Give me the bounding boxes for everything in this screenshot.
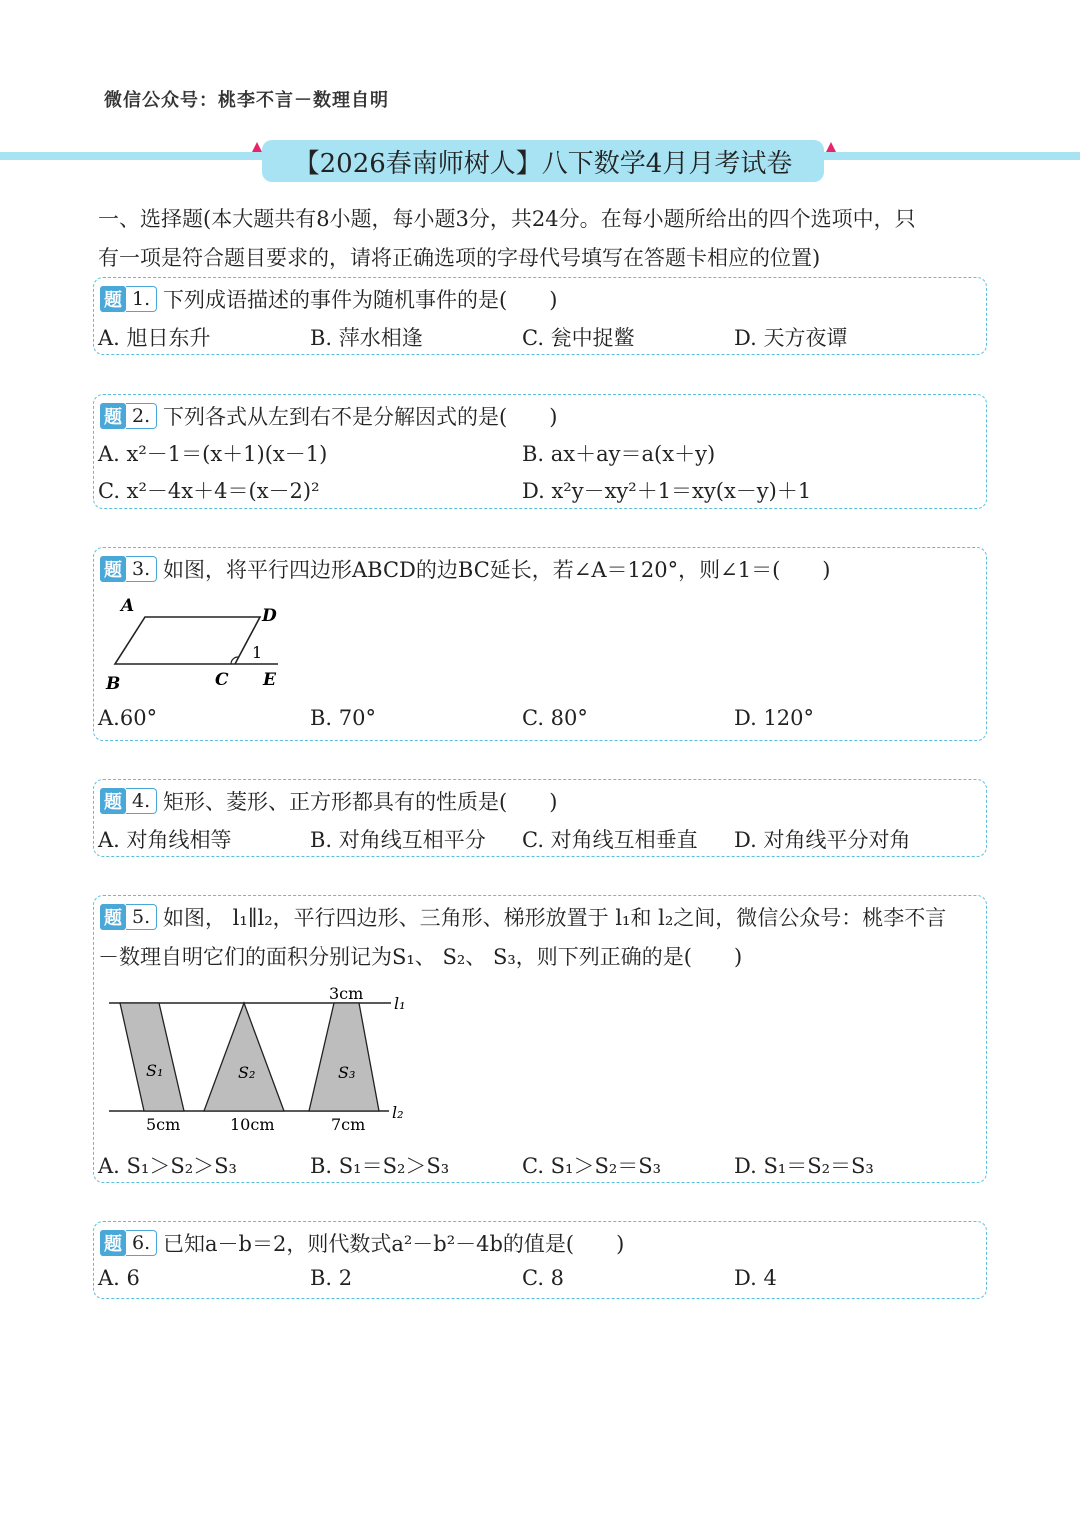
question-stem: 下列成语描述的事件为随机事件的是( ) — [163, 288, 558, 312]
label-5cm: 5cm — [146, 1115, 181, 1134]
label-s2: S₂ — [238, 1063, 256, 1082]
question-tag: 题 6. — [100, 1228, 157, 1258]
option-c[interactable]: C. 80° — [522, 706, 588, 730]
option-b[interactable]: B. 萍水相逢 — [310, 326, 423, 350]
option-b[interactable]: B. 对角线互相平分 — [310, 828, 486, 852]
option-c[interactable]: C. 对角线互相垂直 — [522, 828, 698, 852]
question-stem-line2: －数理自明它们的面积分别记为S₁、 S₂、 S₃，则下列正确的是( ) — [98, 945, 743, 969]
option-c[interactable]: C. 8 — [522, 1266, 565, 1290]
wechat-header: 微信公众号：桃李不言－数理自明 — [104, 90, 389, 111]
question-5 — [93, 895, 987, 1183]
question-stem: 矩形、菱形、正方形都具有的性质是( ) — [163, 790, 558, 814]
question-tag: 题 2. — [100, 401, 157, 431]
question-3 — [93, 547, 987, 741]
title-marker-right — [826, 142, 836, 152]
label-a: A — [121, 596, 135, 616]
option-c[interactable]: C. S₁＞S₂＝S₃ — [522, 1154, 662, 1178]
question-stem: 下列各式从左到右不是分解因式的是( ) — [163, 405, 558, 429]
option-d[interactable]: D. S₁＝S₂＝S₃ — [734, 1154, 874, 1178]
option-b[interactable]: B. S₁＝S₂＞S₃ — [310, 1154, 450, 1178]
shapes-figure — [104, 982, 414, 1137]
option-d[interactable]: D. 对角线平分对角 — [734, 828, 911, 852]
section-instructions: 一、选择题(本大题共有8小题，每小题3分，共24分。在每小题所给出的四个选项中，只 有一项是符合题目要求的，请将正确选项的字母代号填写在答题卡相应的位置) — [98, 207, 916, 270]
title-marker-left — [252, 142, 262, 152]
label-b: B — [106, 674, 121, 694]
question-tag: 题 3. — [100, 554, 157, 584]
option-b[interactable]: B. 2 — [310, 1266, 353, 1290]
label-angle-1: 1 — [252, 643, 263, 662]
question-4 — [93, 779, 987, 857]
parallelogram-figure — [100, 594, 290, 694]
option-c[interactable]: C. 瓮中捉鳖 — [522, 326, 635, 350]
option-a[interactable]: A.60° — [98, 706, 158, 730]
option-d[interactable]: D. x²y－xy²＋1＝xy(x－y)＋1 — [522, 479, 812, 503]
question-2 — [93, 394, 987, 509]
question-1 — [93, 277, 987, 355]
label-3cm: 3cm — [329, 984, 364, 1003]
option-d[interactable]: D. 天方夜谭 — [734, 326, 848, 350]
label-c: C — [215, 670, 229, 690]
question-tag: 题 1. — [100, 284, 157, 314]
question-tag: 题 5. — [100, 902, 157, 932]
option-b[interactable]: B. ax＋ay＝a(x＋y) — [522, 442, 716, 466]
option-a[interactable]: A. 对角线相等 — [98, 828, 232, 852]
option-b[interactable]: B. 70° — [310, 706, 377, 730]
question-stem: 已知a－b＝2，则代数式a²－b²－4b的值是( ) — [163, 1232, 625, 1256]
option-a[interactable]: A. 旭日东升 — [98, 326, 211, 350]
label-e: E — [263, 670, 276, 690]
label-l1: l₁ — [394, 994, 406, 1013]
question-stem-line1: 如图， l₁∥l₂，平行四边形、三角形、梯形放置于 l₁和 l₂之间，微信公众号：桃李不言 — [163, 906, 947, 930]
label-10cm: 10cm — [230, 1115, 275, 1134]
option-c[interactable]: C. x²－4x＋4＝(x－2)² — [98, 479, 320, 503]
question-6 — [93, 1221, 987, 1299]
option-d[interactable]: D. 120° — [734, 706, 815, 730]
option-a[interactable]: A. x²－1＝(x＋1)(x－1) — [98, 442, 328, 466]
option-d[interactable]: D. 4 — [734, 1266, 777, 1290]
label-7cm: 7cm — [331, 1115, 366, 1134]
option-a[interactable]: A. S₁＞S₂＞S₃ — [98, 1154, 237, 1178]
option-a[interactable]: A. 6 — [98, 1266, 140, 1290]
question-tag: 题 4. — [100, 786, 157, 816]
question-stem: 如图，将平行四边形ABCD的边BC延长，若∠A＝120°，则∠1＝( ) — [163, 558, 831, 582]
label-l2: l₂ — [392, 1103, 404, 1122]
label-s1: S₁ — [146, 1061, 164, 1080]
label-s3: S₃ — [338, 1063, 356, 1082]
label-d: D — [262, 606, 277, 626]
page-title: 【2026春南师树人】八下数学4月月考试卷 — [262, 140, 824, 182]
